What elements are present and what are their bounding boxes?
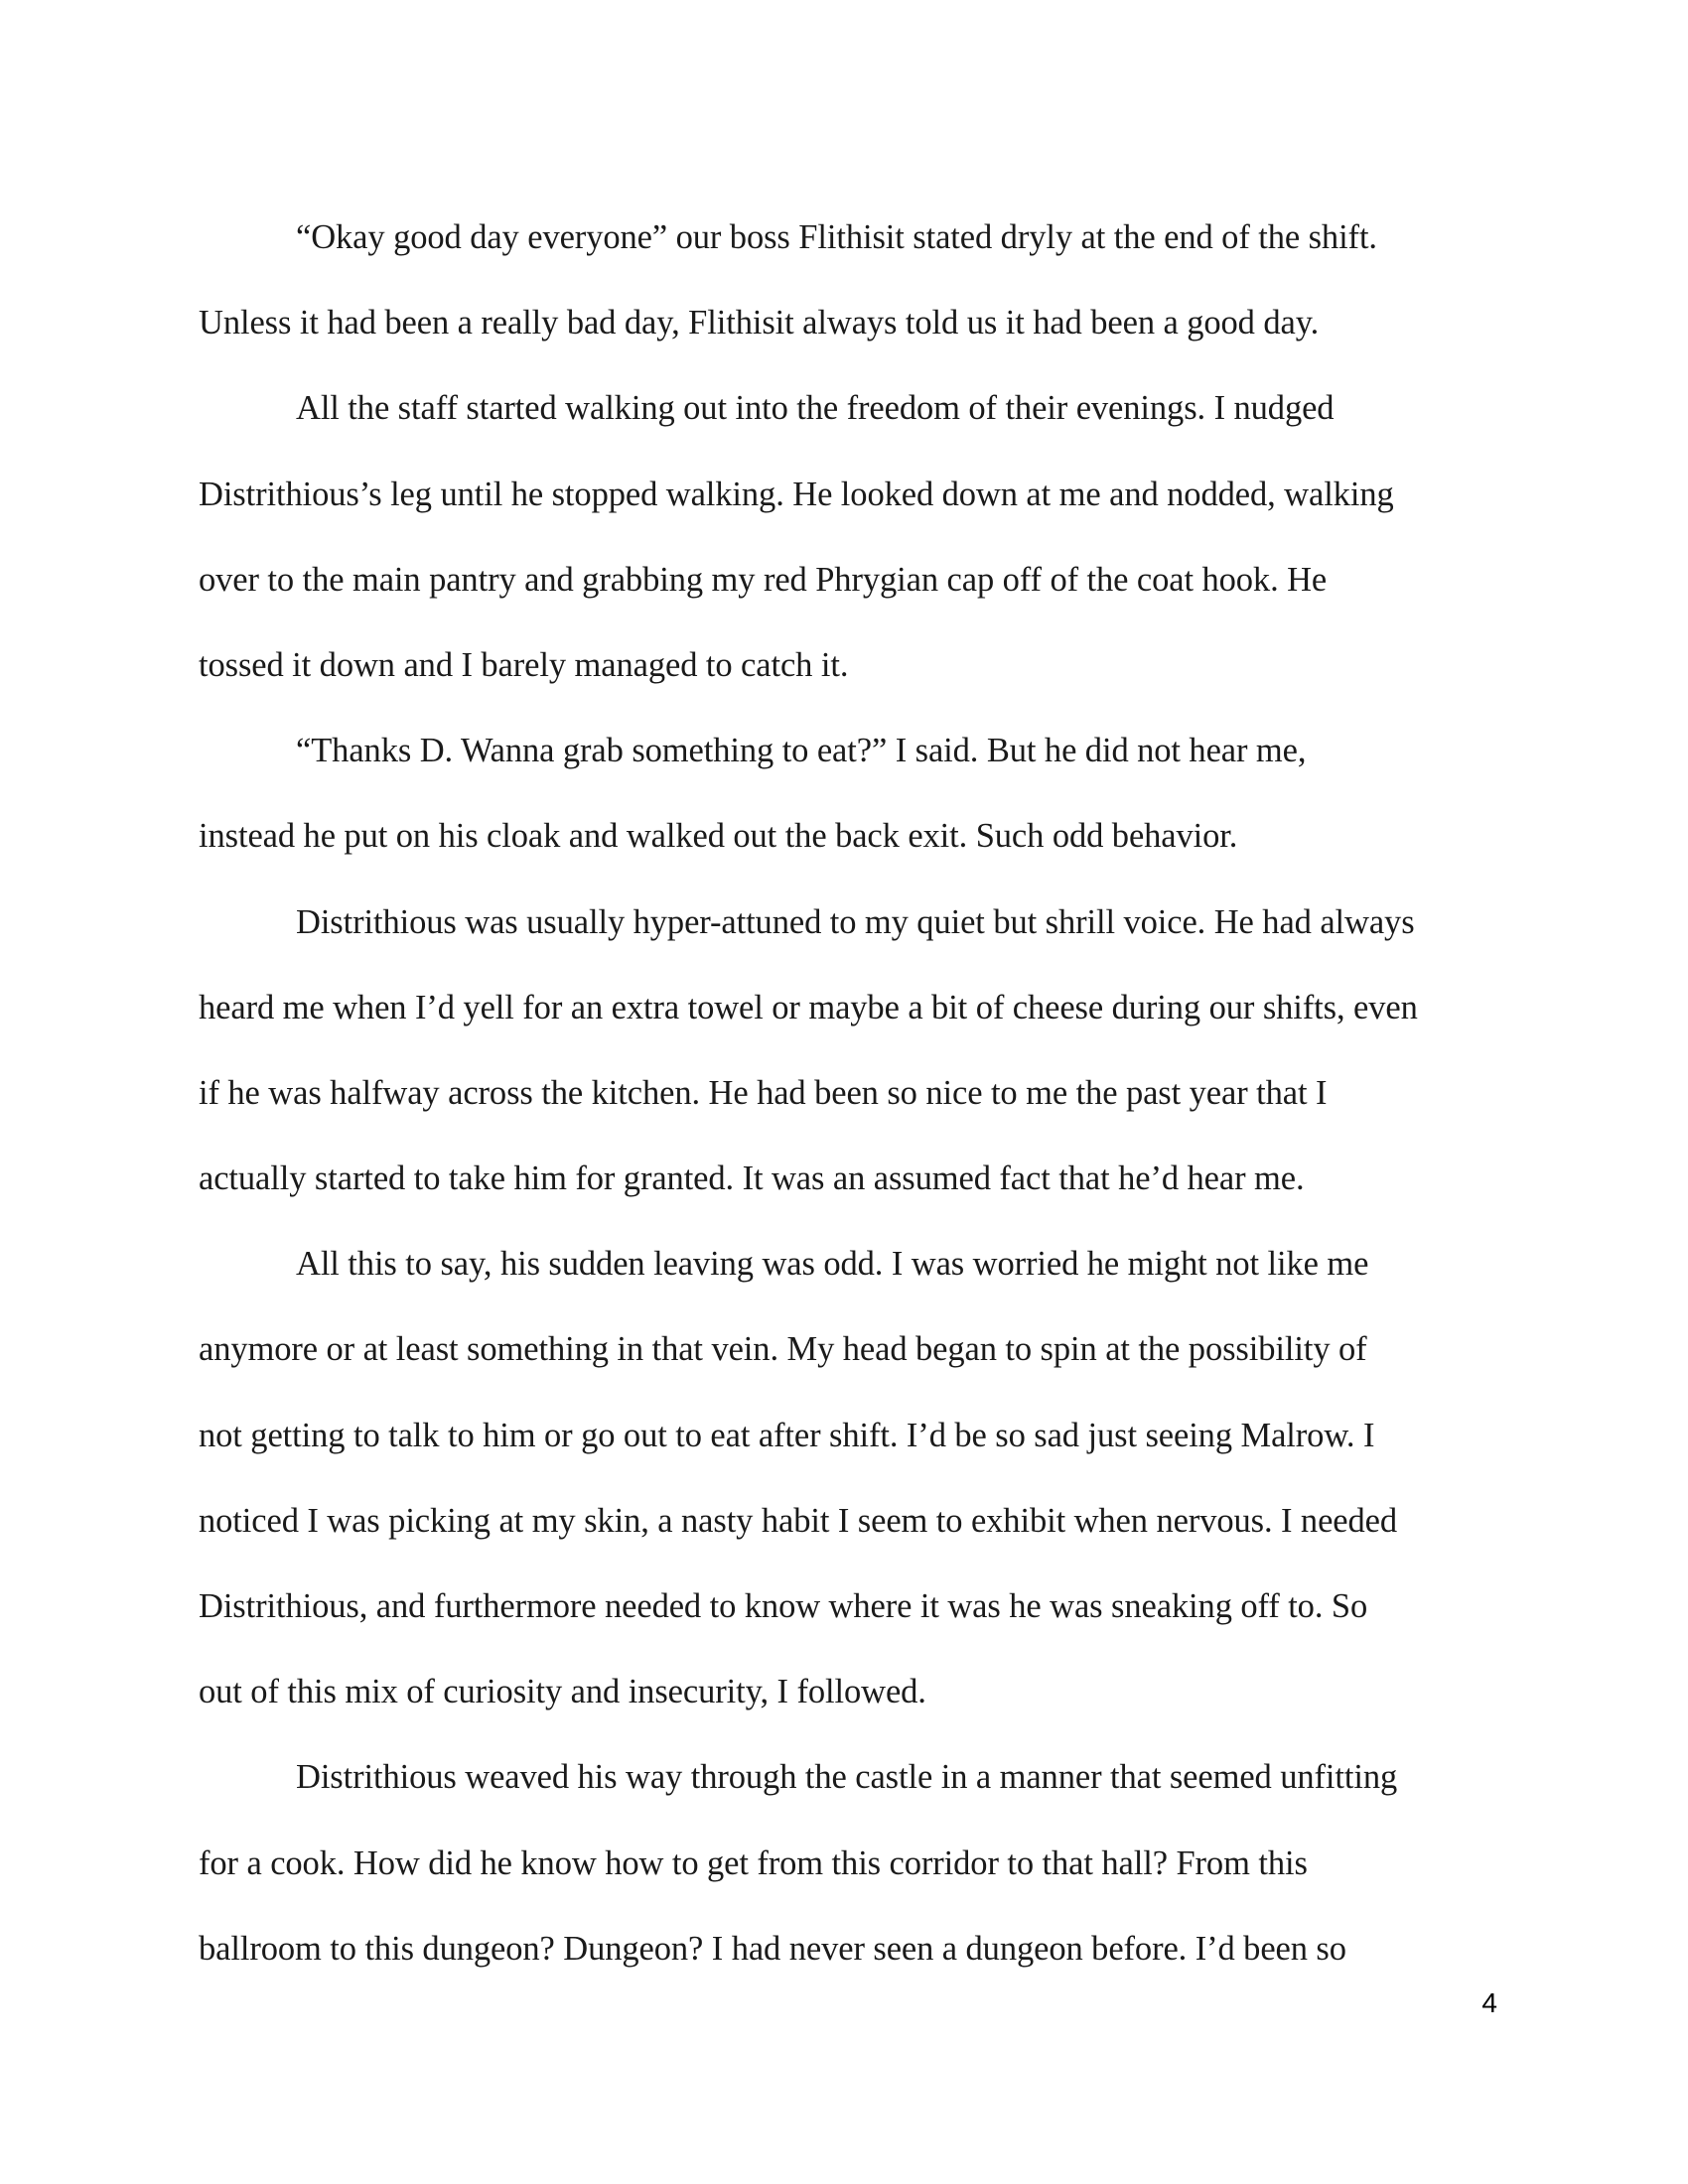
text-line: Unless it had been a really bad day, Flithisit always told us it had been a good day. [199, 304, 1320, 342]
text-line: for a cook. How did he know how to get from this corridor to that hall? From this [199, 1843, 1308, 1882]
text-line: ballroom to this dungeon? Dungeon? I had never seen a dungeon before. I’d been so [199, 1929, 1346, 1968]
text-line: Distrithious, and furthermore needed to know where it was he was sneaking off to. So [199, 1587, 1368, 1625]
text-line: out of this mix of curiosity and insecurity, I followed. [199, 1673, 926, 1711]
text-line: All this to say, his sudden leaving was odd. I was worried he might not like me [296, 1245, 1369, 1284]
text-line: Distrithious was usually hyper-attuned to my quiet but shrill voice. He had always [296, 902, 1415, 941]
text-line: heard me when I’d yell for an extra towel or maybe a bit of cheese during our shifts, even [199, 988, 1418, 1026]
text-line: tossed it down and I barely managed to catch it. [199, 645, 849, 684]
document-body [199, 195, 1499, 1991]
text-line: All the staff started walking out into the freedom of their evenings. I nudged [296, 389, 1335, 428]
text-line: not getting to talk to him or go out to eat after shift. I’d be so sad just seeing Malrow. I [199, 1416, 1375, 1454]
text-line: anymore or at least something in that vein. My head began to spin at the possibility of [199, 1330, 1367, 1369]
text-line: noticed I was picking at my skin, a nasty habit I seem to exhibit when nervous. I needed [199, 1501, 1398, 1540]
text-line: instead he put on his cloak and walked out the back exit. Such odd behavior. [199, 817, 1238, 856]
text-line: over to the main pantry and grabbing my red Phrygian cap off of the coat hook. He [199, 560, 1328, 599]
text-line: “Thanks D. Wanna grab something to eat?” I said. But he did not hear me, [296, 732, 1307, 770]
text-line: actually started to take him for granted. It was an assumed fact that he’d hear me. [199, 1160, 1305, 1198]
text-line: Distrithious’s leg until he stopped walking. He looked down at me and nodded, walking [199, 475, 1394, 513]
text-line: “Okay good day everyone” our boss Flithisit stated dryly at the end of the shift. [296, 218, 1377, 256]
text-line: Distrithious weaved his way through the castle in a manner that seemed unfitting [296, 1758, 1398, 1797]
text-line: if he was halfway across the kitchen. He had been so nice to me the past year that I [199, 1073, 1328, 1112]
page-number: 4 [1481, 1987, 1497, 2018]
